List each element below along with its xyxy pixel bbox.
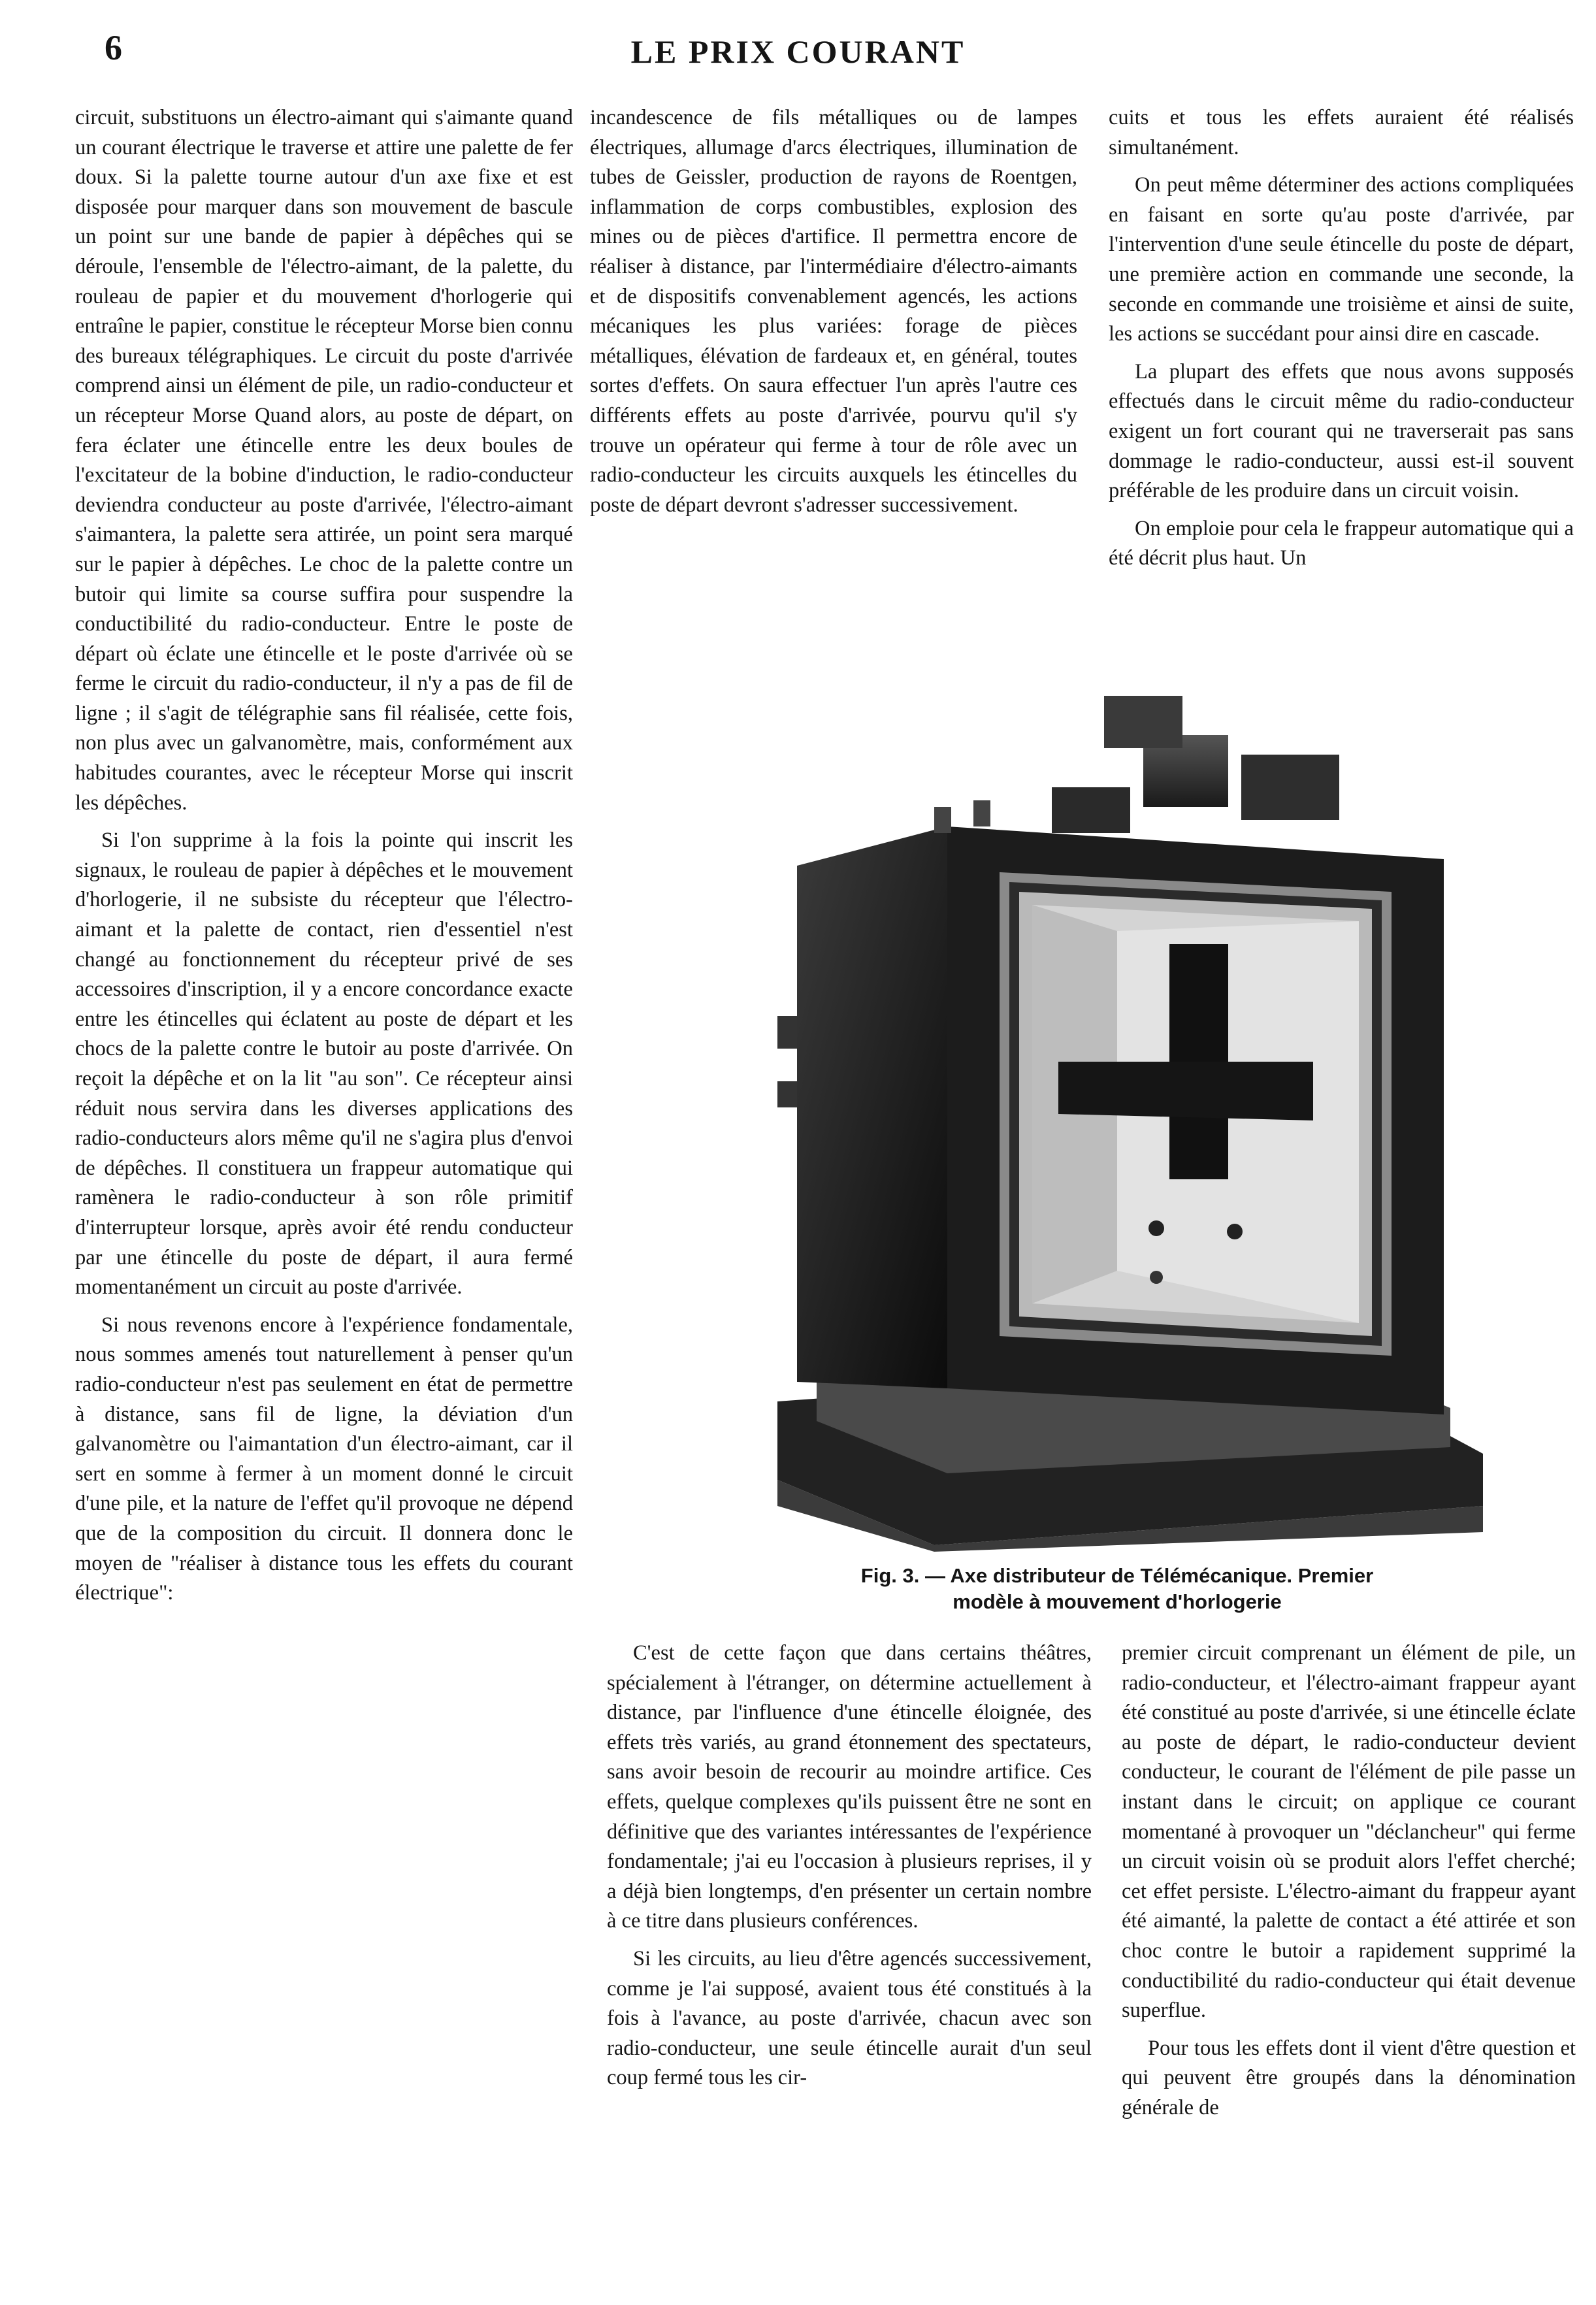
paragraph: Pour tous les effets dont il vient d'être question et qui peuvent être groupés dans la dénomination générale de bbox=[1122, 2036, 1576, 2119]
left-column bbox=[75, 103, 573, 1609]
paragraph: On emploie pour cela le frappeur automatique qui a été décrit plus haut. Un bbox=[1109, 516, 1574, 570]
paragraph: On peut même déterminer des actions compliquées en faisant en sorte qu'au poste d'arrivée, par l'intervention d'une seule étincelle du poste de départ, une première action en commande une seconde, la seconde en commande une troisième et ainsi de suite, les actions se succédant pour ainsi dire en cascade. bbox=[1109, 173, 1574, 346]
paragraph: La plupart des effets que nous avons supposés effectués dans le circuit même du radio-conducteur exigent un fort courant qui ne traverserait pas sans dommage le radio-conducteur, aussi est-il souvent préférable de les produire dans un circuit voisin. bbox=[1109, 359, 1574, 503]
paragraph: Si les circuits, au lieu d'être agencés successivement, comme je l'ai supposé, avaient tous été constitués à la fois à l'avance, au poste d'arrivée, chacun avec son radio-conducteur, une seule étincelle aurait d'un seul coup fermé tous les cir- bbox=[607, 1946, 1092, 2090]
paragraph: cuits et tous les effets auraient été réalisés simultanément. bbox=[1109, 106, 1574, 159]
caption-line: modèle à mouvement d'horlogerie bbox=[953, 1590, 1282, 1613]
figure-photo bbox=[751, 696, 1486, 1552]
paragraph: Si l'on supprime à la fois la pointe qui inscrit les signaux, le rouleau de papier à dépêches et le mouvement d'horlogerie, il ne subsiste du récepteur que l'électro-aimant et la palette de contact, rien d'essentiel n'est changé au fonctionnement du récepteur privé de ses accessoires d'inscription, il y a encore concordance exacte entre les étincelles qui éclatent au poste de départ et les chocs de la palette contre le butoir au poste d'arrivée. On reçoit la dépêche et on la lit "au son". Ce récepteur ainsi réduit nous servira dans les diverses applications des radio-conducteurs alors même qu'il ne s'agira plus d'envoi de dépêches. Il constituera un frappeur automatique qui ramènera le radio-conducteur à son rôle primitif d'interrupteur lorsque, après avoir été rendu conducteur par une étincelle du poste de départ, il aura fermé momentanément un circuit au poste d'arrivée. bbox=[75, 828, 573, 1300]
right-column-top bbox=[1109, 103, 1574, 574]
middle-column-bottom bbox=[607, 1639, 1092, 2093]
paragraph: circuit, substituons un électro-aimant qui s'aimante quand un courant électrique le traverse et attire une palette de fer doux. Si la palette tourne autour d'un axe fixe et est disposée pour marquer dans son mouvement de bascule un point sur une bande de papier à dépêches qui se déroule, l'ensemble de l'électro-aimant, de la palette, du rouleau de papier et du mouvement d'horlogerie qui entraîne le papier, constitue le récepteur Morse bien connu des bureaux télégraphiques. Le circuit du poste d'arrivée comprend ainsi un élément de pile, un radio-conducteur et un récepteur Morse Quand alors, au poste de départ, on fera éclater une étincelle entre les deux boules de l'excitateur de la bobine d'induction, le radio-conducteur deviendra conducteur au poste d'arrivée, l'électro-aimant s'aimantera, la palette sera attirée, un point sera marqué sur le papier à dépêches. Le choc de la palette contre un butoir qui limite sa course suffira pour suspendre la conductibilité du radio-conducteur. Entre le poste de départ où éclate une étincelle et le poste d'arrivée où se ferme le circuit du radio-conducteur, il n'y a pas de fil de ligne ; il s'agit de télégraphie sans fil réalisée, cette fois, non plus avec un galvanomètre, mais, conformément aux habitudes courantes, avec le récepteur Morse qui inscrit les dépêches. bbox=[75, 106, 573, 815]
caption-line: Fig. 3. — Axe distributeur de Télémécanique. Premier bbox=[860, 1564, 1374, 1587]
page-number: 6 bbox=[105, 28, 122, 67]
middle-column-top bbox=[590, 103, 1077, 520]
right-column-bottom bbox=[1122, 1639, 1576, 2123]
distributor-apparatus-illustration bbox=[751, 696, 1486, 1552]
paragraph: Si nous revenons encore à l'expérience fondamentale, nous sommes amenés tout naturellement à penser qu'un radio-conducteur n'est pas seulement en état de permettre à distance, sans fil de ligne, la déviation d'un galvanomètre ou l'aimantation d'un électro-aimant, car il sert en somme à fermer à un moment donné le circuit d'une pile, et la nature de l'effet qu'il provoque ne dépend que de la composition du circuit. Il donnera donc le moyen de "réaliser à distance tous les effets du courant électrique": bbox=[75, 1313, 573, 1605]
paragraph: premier circuit comprenant un élément de pile, un radio-conducteur, et l'électro-aimant frappeur ayant été constitué au poste d'arrivée, si une étincelle éclate au poste de départ, le radio-conducteur devient conducteur, le courant de l'élément de pile passe un instant dans le circuit; on applique ce courant momentané à provoquer un "déclancheur" qui ferme un circuit voisin où se produit alors l'effet cherché; cet effet persiste. L'électro-aimant du frappeur ayant été aimanté, la palette de contact a été attirée et son choc contre le butoir a rapidement supprimé la conductibilité du radio-conducteur qui était devenue superflue. bbox=[1122, 1641, 1576, 2023]
paragraph: C'est de cette façon que dans certains théâtres, spécialement à l'étranger, on détermine actuellement à distance, par l'influence d'une étincelle éloignée, des effets très variés, au grand étonnement des spectateurs, sans avoir besoin de recourir au moindre artifice. Ces effets, quelque complexes qu'ils puissent être ne sont en définitive que des variantes intéressantes de l'expérience fondamentale; j'ai eu l'occasion à plusieurs reprises, il y a déjà bien longtemps, d'en présenter un certain nombre à ce titre dans plusieurs conférences. bbox=[607, 1641, 1092, 1933]
journal-title: LE PRIX COURANT bbox=[630, 33, 966, 70]
paragraph: incandescence de fils métalliques ou de lampes électriques, allumage d'arcs électriques, illumination de tubes de Geissler, production de rayons de Roentgen, inflammation de corps combustibles, explosion des mines ou de pièces d'artifice. Il permettra encore de réaliser à distance, par l'intermédiaire d'électro-aimants et de dispositifs convenablement agencés, les actions mécaniques les plus variées: forage de pièces métalliques, élévation de fardeaux et, en général, toutes sortes d'effets. On saura effectuer l'un après l'autre ces différents effets au poste d'arrivée, pourvu qu'il s'y trouve un opérateur qui ferme à tour de rôle avec un radio-conducteur les circuits auxquels les étincelles du poste de départ devront s'adresser successivement. bbox=[590, 106, 1077, 517]
figure-caption bbox=[738, 1563, 1496, 1615]
